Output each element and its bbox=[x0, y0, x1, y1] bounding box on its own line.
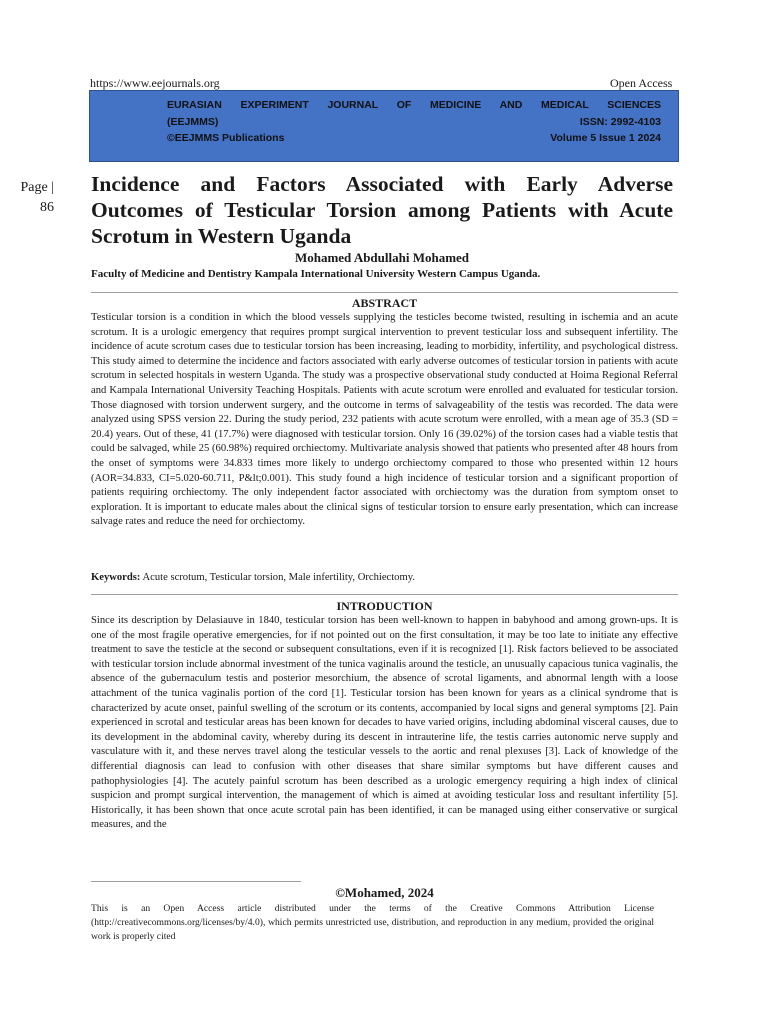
volume-issue: Volume 5 Issue 1 2024 bbox=[550, 132, 661, 144]
publisher: ©EEJMMS Publications bbox=[167, 132, 285, 144]
author-affiliation: Faculty of Medicine and Dentistry Kampala International University Western Campus Uganda. bbox=[91, 268, 541, 280]
abstract-heading: ABSTRACT bbox=[351, 296, 418, 310]
paper-title: Incidence and Factors Associated with Early Adverse Outcomes of Testicular Torsion among Patients with Acute Scrotum in Western Uganda bbox=[91, 172, 673, 248]
keywords-label: Keywords: bbox=[91, 572, 141, 583]
journal-name: EURASIAN EXPERIMENT JOURNAL OF MEDICINE AND MEDICAL SCIENCES bbox=[167, 99, 661, 111]
journal-url[interactable]: https://www.eejournals.org bbox=[90, 76, 220, 90]
journal-banner bbox=[89, 90, 679, 162]
page-label-prefix: Page | bbox=[20, 180, 54, 195]
abstract-text: Testicular torsion is a condition in which the blood vessels supplying the testicles become twisted, resulting in ischemia and an acute scrotum. It is a urologic emergency that requires prompt surgical intervention to prevent testicular loss and subsequent infertility. The incidence of acute scrotum cases due to testicular torsion has been increasing, leading to morbidity, infertility, and psychological distress. This study aimed to determine the incidence and factors associated with early adverse outcomes of testicular torsion in patients with acute scrotum in selected hospitals in western Uganda. The study was a prospective observational study conducted at Hoima Regional Referral and Kampala International University Teaching Hospitals. Patients with acute scrotum were enrolled and evaluated for testicular torsion. Those diagnosed with torsion underwent surgery, and the outcome in terms of salvageability of the testis was recorded. The data were analyzed using SPSS version 22. During the study period, 232 patients with acute scrotum were enrolled, with a mean age of 35.3 (SD = 20.4) years. Out of these, 41 (17.7%) were diagnosed with testicular torsion. Only 16 (39.02%) of the torsion cases had a viable testis that could be salvaged, while 25 (60.98%) required orchiectomy. Multivariate analysis showed that patients who presented after 48 hours from the onset of symptoms were 34.833 times more likely to undergo orchiectomy compared to those who presented within 12 hours (AOR=34.833, CI=5.020-60.711, P&lt;0.001). This study found a high incidence of testicular torsion and a significant proportion of patients requiring orchiectomy. The only independent factor associated with orchiectomy was the duration from symptom onset to exploration. It is important to educate males about the clinical signs of testicular torsion to ensure early presentation, which can increase salvage rates and reduce the need for orchiectomy. bbox=[91, 312, 678, 528]
page-number bbox=[14, 178, 54, 218]
copyright-notice: ©Mohamed, 2024 bbox=[335, 885, 434, 900]
footer-divider bbox=[91, 881, 301, 882]
introduction-heading: INTRODUCTION bbox=[336, 599, 433, 613]
license-text: This is an Open Access article distributed under the terms of the Creative Commons Attribution License (http://creativecommons.org/licenses/by/4.0), which permits unrestricted use, distribution, and reproduction in any medium, provided the original work is properly cited bbox=[91, 903, 654, 943]
introduction-text: Since its description by Delasiauve in 1840, testicular torsion has been well-known to happen in babyhood and among grown-ups. It is one of the most fragile operative emergencies, for if not pointed out on the first consultation, it may be too late to initiate any effective treatment to save the testicle at the second or subsequent consultations, even if it is recognized [1]. Risk factors believed to be associated with testicular torsion include abnormal investment of the tunica vaginalis around the testicle, an unusually capacious tunica vaginalis, the absence of the gubernaculum testis and posterior mesorchium, the absence of scrotal ligaments, and abnormal length with a loose attachment of the tunica vaginalis portion of the cord [1]. Testicular torsion has been known for years as a clinical syndrome that is characterized by acute onset, painful swelling of the scrotum or its contents, accompanied by local signs and general symptoms [2]. Pain experienced in scrotal and testicular areas has been known for decades to have varied origins, including abdominal visceral causes, due to its development in the abdominal cavity, whereby during its descent in intrauterine life, the testis carries autonomic nerve supply and vasculature with it, and these nerves travel along the testicular vessels to the aortic and renal plexuses [3]. Lack of knowledge of the differential diagnosis can lead to confusion with other diseases that share similar symptoms but have different causes and pathophysiologies [4]. The acutely painful scrotum has been described as a urologic emergency requiring a high index of clinical suspicion and prompt surgical intervention, the management of which is aimed at avoiding testicular loss and resultant infertility [5]. Historically, it has been shown that once acute scrotal pain has been identified, it can be managed using either conservative or surgical measures, and the bbox=[91, 615, 678, 831]
open-access-label: Open Access bbox=[610, 76, 673, 90]
page-label-number: 86 bbox=[40, 200, 54, 215]
author-name: Mohamed Abdullahi Mohamed bbox=[294, 250, 470, 265]
journal-issn: ISSN: 2992-4103 bbox=[579, 115, 661, 128]
section-divider bbox=[91, 594, 678, 595]
journal-abbrev: (EEJMMS) bbox=[167, 115, 219, 128]
section-divider bbox=[91, 292, 678, 293]
keywords-list: Acute scrotum, Testicular torsion, Male infertility, Orchiectomy. bbox=[140, 572, 415, 583]
keywords bbox=[91, 572, 678, 583]
